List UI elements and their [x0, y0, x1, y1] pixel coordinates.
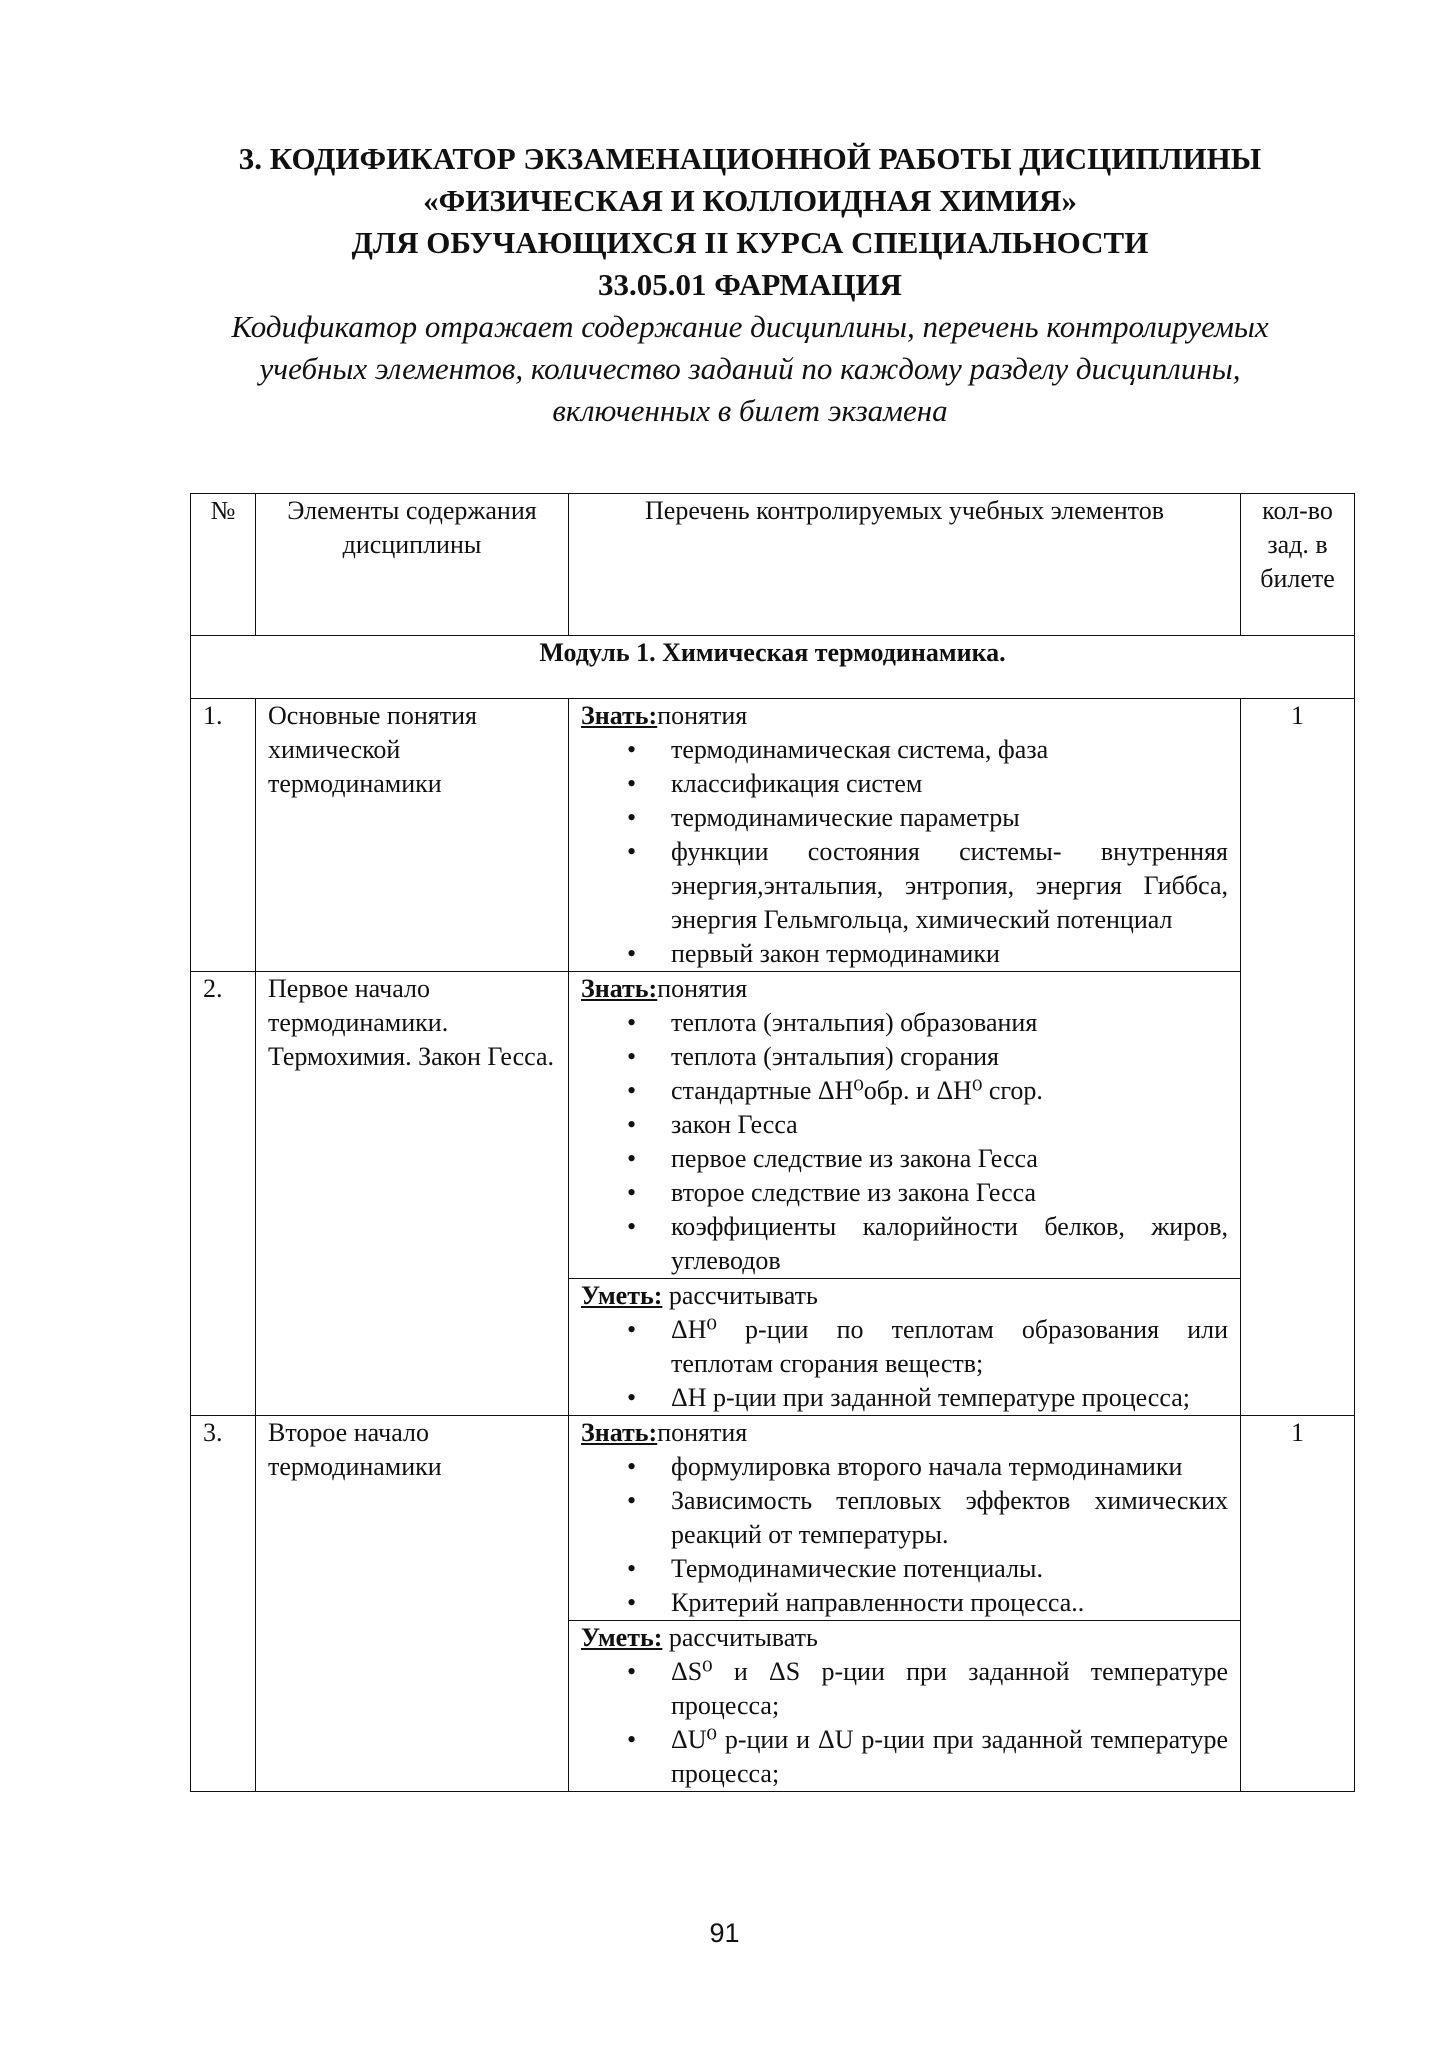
list-item: • формулировка второго начала термодинамики: [581, 1450, 1228, 1484]
header-count: кол-во зад. в билете: [1241, 494, 1355, 636]
list-item: • теплота (энтальпия) образования: [581, 1006, 1228, 1040]
title-line-3: ДЛЯ ОБУЧАЮЩИХСЯ II КУРСА СПЕЦИАЛЬНОСТИ: [351, 225, 1149, 260]
list-item: • ΔU⁰ р-ции и ΔU р-ции при заданной температуре процесса;: [581, 1723, 1228, 1791]
title-line-2: «ФИЗИЧЕСКАЯ И КОЛЛОИДНАЯ ХИМИЯ»: [423, 183, 1077, 218]
list-item: • стандартные ΔH⁰обр. и ΔH⁰ сгор.: [581, 1074, 1228, 1108]
list-item: • ΔH⁰ р-ции по теплотам образования или теплотам сгорания веществ;: [581, 1313, 1228, 1381]
header-list: Перечень контролируемых учебных элементов: [569, 494, 1241, 636]
know-heading: [581, 699, 1228, 733]
row-know-cell: [569, 1416, 1241, 1621]
list-item: • второе следствие из закона Гесса: [581, 1176, 1228, 1210]
list-item: • ΔH р-ции при заданной температуре процесса;: [581, 1381, 1228, 1415]
list-item: • первое следствие из закона Гесса: [581, 1142, 1228, 1176]
can-text: рассчитывать: [662, 1623, 818, 1652]
list-item: • Зависимость тепловых эффектов химических реакций от температуры.: [581, 1484, 1228, 1552]
intro-line-2: учебных элементов, количество заданий по каждому разделу дисциплины,: [259, 351, 1241, 386]
know-label: Знать:: [581, 974, 658, 1003]
know-heading: [581, 1416, 1228, 1450]
document-heading: [150, 138, 1350, 432]
table-row: [191, 1416, 1355, 1621]
title-line-4: 33.05.01 ФАРМАЦИЯ: [598, 267, 902, 302]
row-can-cell: [569, 1279, 1241, 1416]
know-list: [581, 1006, 1228, 1278]
intro-line-1: Кодификатор отражает содержание дисциплины, перечень контролируемых: [231, 309, 1269, 344]
can-list: [581, 1655, 1228, 1791]
header-elements: Элементы содержания дисциплины: [256, 494, 569, 636]
list-item: • Критерий направленности процесса..: [581, 1586, 1228, 1620]
table-row: [191, 699, 1355, 972]
task-count-2: 1: [1241, 1416, 1355, 1792]
list-item: • теплота (энтальпия) сгорания: [581, 1040, 1228, 1074]
know-list: [581, 733, 1228, 971]
list-item: • термодинамические параметры: [581, 801, 1228, 835]
know-label: Знать:: [581, 1418, 658, 1447]
row-know-cell: [569, 699, 1241, 972]
list-item: • ΔS⁰ и ΔS р-ции при заданной температуре процесса;: [581, 1655, 1228, 1723]
row-number: 1.: [191, 699, 256, 972]
row-number: 3.: [191, 1416, 256, 1792]
list-item: • классификация систем: [581, 767, 1228, 801]
row-element: Первое начало термодинамики. Термохимия. Закон Гесса.: [256, 972, 569, 1416]
know-text: понятия: [657, 1418, 748, 1447]
row-element: Второе начало термодинамики: [256, 1416, 569, 1792]
know-label: Знать:: [581, 701, 658, 730]
list-item: • коэффициенты калорийности белков, жиров, углеводов: [581, 1210, 1228, 1278]
row-know-cell: [569, 972, 1241, 1279]
know-heading: [581, 972, 1228, 1006]
list-item: • Термодинамические потенциалы.: [581, 1552, 1228, 1586]
can-heading: [581, 1279, 1228, 1313]
can-label: Уметь:: [581, 1623, 663, 1652]
header-num: №: [191, 494, 256, 636]
module-title: Модуль 1. Химическая термодинамика.: [191, 636, 1355, 699]
title-line-1: 3. КОДИФИКАТОР ЭКЗАМЕНАЦИОННОЙ РАБОТЫ ДИСЦИПЛИНЫ: [238, 141, 1262, 176]
row-can-cell: [569, 1621, 1241, 1792]
row-element: Основные понятия химической термодинамики: [256, 699, 569, 972]
list-item: • закон Гесса: [581, 1108, 1228, 1142]
codifier-table: [190, 493, 1355, 1792]
can-list: [581, 1313, 1228, 1415]
table-row: [191, 972, 1355, 1279]
page-number: 91: [709, 1918, 740, 1948]
can-text: рассчитывать: [662, 1281, 818, 1310]
task-count-1: 1: [1241, 699, 1355, 1416]
list-item: • функции состояния системы- внутренняя энергия,энтальпия, энтропия, энергия Гиббса, энергия Гельмгольца, химический потенциал: [581, 835, 1228, 937]
intro-line-3: включенных в билет экзамена: [552, 393, 948, 428]
know-list: [581, 1450, 1228, 1620]
table-header-row: [191, 494, 1355, 636]
know-text: понятия: [657, 701, 748, 730]
can-heading: [581, 1621, 1228, 1655]
list-item: • первый закон термодинамики: [581, 937, 1228, 971]
list-item: • термодинамическая система, фаза: [581, 733, 1228, 767]
row-number: 2.: [191, 972, 256, 1416]
module-row: [191, 636, 1355, 699]
know-text: понятия: [657, 974, 748, 1003]
can-label: Уметь:: [581, 1281, 663, 1310]
